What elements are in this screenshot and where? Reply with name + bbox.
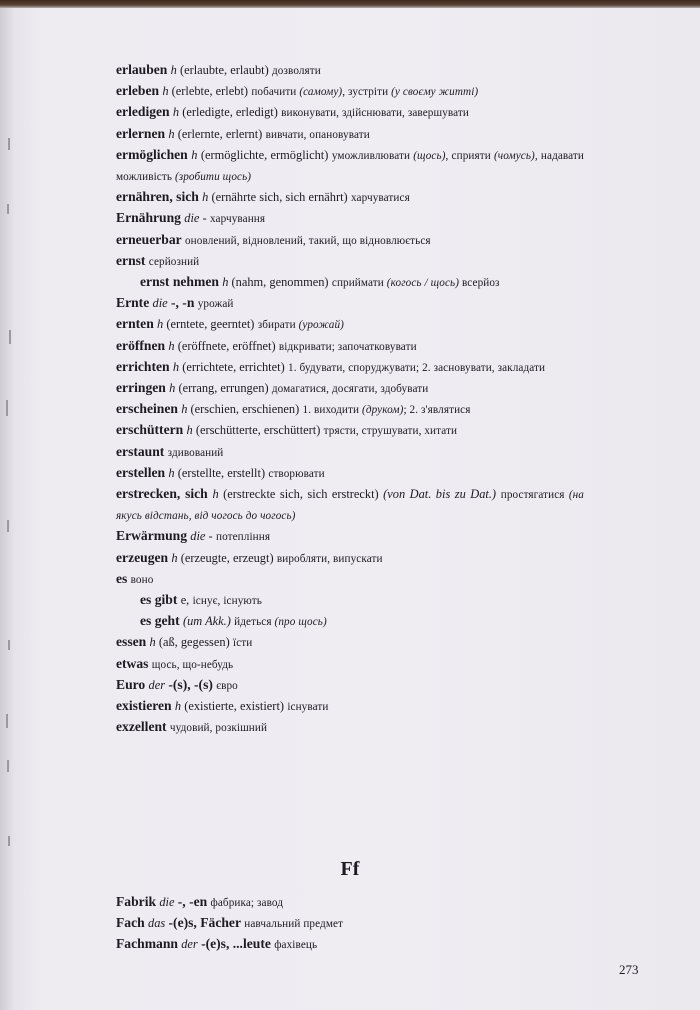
entry-erringen: erringen h (errang, errungen) домагатися, досягати, здобувати	[116, 380, 429, 396]
entry-erledigen: erledigen h (erledigte, erledigt) виконувати, здійснювати, завершувати	[116, 104, 469, 120]
entry-ernst: ernst серйозний	[116, 252, 200, 268]
entry-erschuettern: erschüttern h (erschütterte, erschüttert) трясти, струшувати, хитати	[116, 422, 458, 438]
entry-euro: Euro der -(s), -(s) євро	[116, 676, 238, 692]
entry-erscheinen: erscheinen h (erschien, erschienen) 1. виходити (друком); 2. з'являтися	[116, 401, 471, 417]
page-top-edge	[0, 0, 700, 8]
entry-essen: essen h (aß, gegessen) їсти	[116, 634, 253, 650]
entry-ernten: ernten h (erntete, geerntet) збирати (урожай)	[116, 316, 345, 332]
entry-erstellen: erstellen h (erstellte, erstellt) створювати	[116, 464, 325, 480]
entry-fach: Fach das -(e)s, Fächer навчальний предмет	[116, 915, 344, 931]
entry-erneuerbar: erneuerbar оновлений, відновлений, такий, що відновлюється	[116, 231, 431, 247]
entry-erlauben: erlauben h (erlaubte, erlaubt) дозволяти	[116, 62, 321, 77]
entry-es-gibt: es gibt е, існує, існують	[140, 592, 262, 608]
entry-errichten: errichten h (errichtete, errichtet) 1. будувати, споруджувати; 2. засновувати, закладати	[116, 358, 546, 374]
entry-fabrik: Fabrik die -, -en фабрика; завод	[116, 894, 284, 909]
entry-etwas: etwas щось, що-небудь	[116, 655, 234, 671]
entry-es-geht: es geht (um Akk.) йдеться (про щось)	[140, 613, 327, 629]
entry-erwaermung: Erwärmung die - потепління	[116, 528, 271, 544]
section-letter-heading: Ff	[340, 858, 360, 880]
page-number: 273	[619, 962, 639, 977]
entry-erleben: erleben h (erlebte, erlebt) побачити (самому), зустріти (у своєму житті)	[116, 83, 479, 99]
entry-erzeugen: erzeugen h (erzeugte, erzeugt) виробляти, випускати	[116, 549, 383, 565]
entry-ernaehren-sich: ernähren, sich h (ernährte sich, sich ernährt) харчуватися	[116, 189, 410, 205]
entry-fachmann: Fachmann der -(e)s, ...leute фахівець	[116, 936, 318, 952]
entry-ernte: Ernte die -, -n урожай	[116, 295, 234, 311]
entry-eroeffnen: eröffnen h (eröffnete, eröffnet) відкривати; започатковувати	[116, 337, 417, 353]
entry-ermoeglichen: ermöglichen h (ermöglichte, ermöglicht) уможливлювати (щось), сприяти (чомусь), надавати можливість (зробити щось)	[116, 146, 585, 184]
entry-exzellent: exzellent чудовий, розкішний	[116, 719, 268, 735]
entry-ernst-nehmen: ernst nehmen h (nahm, genommen) сприймати (когось / щось) всерйоз	[140, 274, 500, 290]
dictionary-entries-f	[116, 892, 584, 956]
entry-es: es воно	[116, 570, 154, 586]
dictionary-entries-e	[116, 60, 584, 739]
entry-erstrecken-sich: erstrecken, sich h (erstreckte sich, sich erstreckt) (von Dat. bis zu Dat.) простягатися (на якусь відстань, від чогось до чогось)	[116, 486, 584, 523]
entry-erstaunt: erstaunt здивований	[116, 443, 224, 459]
entry-ernaehrung: Ernährung die - харчування	[116, 210, 266, 226]
entry-existieren: existieren h (existierte, existiert) існувати	[116, 698, 329, 714]
entry-erlernen: erlernen h (erlernte, erlernt) вивчати, опановувати	[116, 125, 370, 141]
